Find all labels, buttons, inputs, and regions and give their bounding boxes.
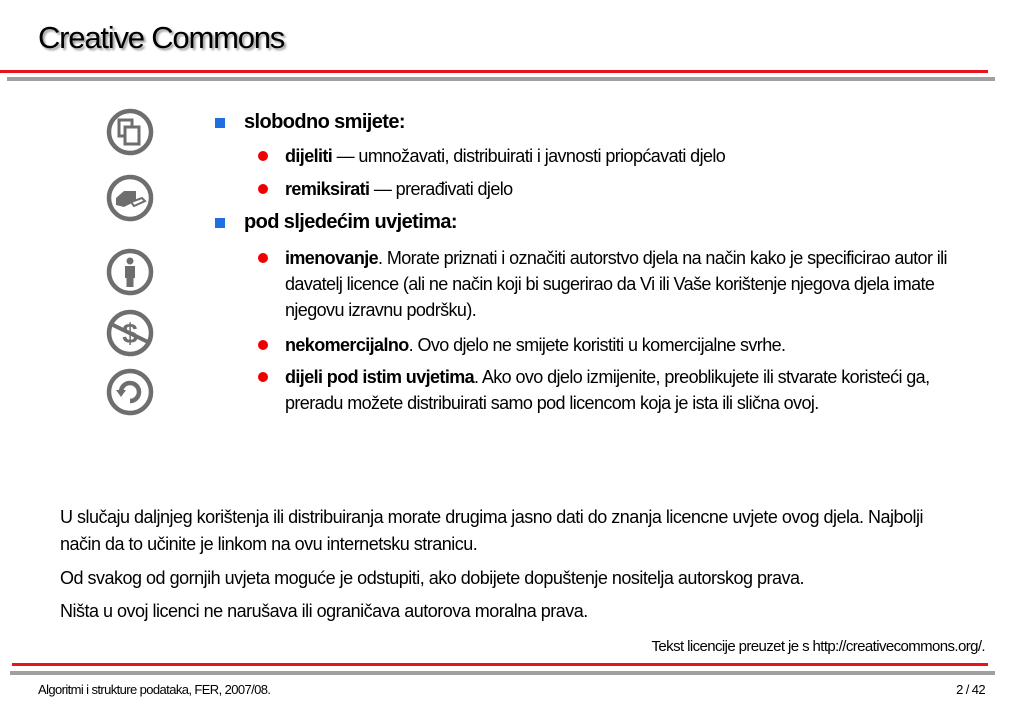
round-bullet-icon xyxy=(258,253,268,263)
slide-title: Creative Commons xyxy=(38,20,285,55)
round-bullet-icon xyxy=(258,372,268,382)
title-red-divider xyxy=(0,70,988,73)
source-note: Tekst licencije preuzet je s http://creativecommons.org/. xyxy=(651,638,985,655)
round-bullet-icon xyxy=(258,340,268,350)
paragraph-moral-rights: Ništa u ovoj licenci ne narušava ili ograničava autorova moralna prava. xyxy=(60,601,588,621)
round-bullet-icon xyxy=(258,151,268,161)
noncommercial-icon xyxy=(106,309,154,357)
footer-course: Algoritmi i strukture podataka, FER, 2007/08. xyxy=(38,682,271,697)
paragraph-usage: U slučaju daljnjeg korištenja ili distribuiranja morate drugima jasno dati do znanja licencne uvjete ovog djela. Najbolji način da to učinite je linkom na ovu internetsku stranicu. xyxy=(60,507,924,554)
footer-red-divider xyxy=(12,663,988,666)
bullet-attribution: imenovanje. Morate priznati i označiti autorstvo djela na način kako je specificirao autor ili davatelj licence (ali ne način koji bi sugerirao da Vi ili Vaše korištenje njegova djela imate njegovu izravnu podršku). xyxy=(258,245,978,323)
bullet-remix: remiksirati — prerađivati djelo xyxy=(258,176,978,202)
svg-text:$: $ xyxy=(122,318,138,349)
attribution-icon xyxy=(106,248,154,296)
round-bullet-icon xyxy=(258,184,268,194)
bullet-share-alike: dijeli pod istim uvjetima. Ako ovo djelo izmijenite, preoblikujete ili stvarate koristeći ga, preradu možete distribuirati samo pod licencom koja je ista ili slična ovoj. xyxy=(258,364,978,416)
page-number: 2 / 42 xyxy=(956,682,985,697)
bullet-share: dijeliti — umnožavati, distribuirati i javnosti priopćavati djelo xyxy=(258,143,978,169)
remix-icon xyxy=(106,174,154,222)
title-gray-divider xyxy=(7,77,995,81)
square-bullet-icon xyxy=(215,118,225,128)
footer-gray-divider xyxy=(10,671,995,675)
paragraph-waiver: Od svakog od gornjih uvjeta moguće je odstupiti, ako dobijete dopuštenje nositelja autorskog prava. xyxy=(60,568,805,588)
bullet-noncommercial: nekomercijalno. Ovo djelo ne smijete koristiti u komercijalne svrhe. xyxy=(258,332,978,358)
square-bullet-icon xyxy=(215,218,225,228)
share-icon xyxy=(106,108,154,156)
share-alike-icon xyxy=(106,368,154,416)
